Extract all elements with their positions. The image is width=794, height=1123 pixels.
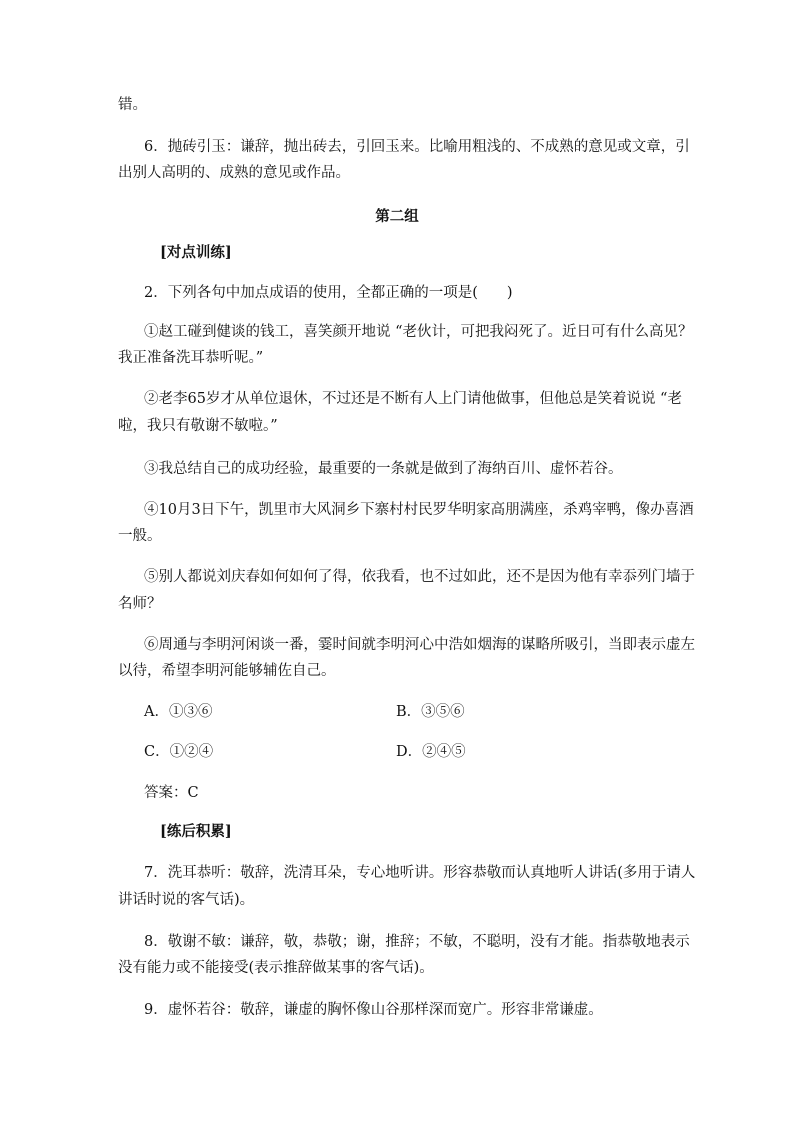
option-d: D．②④⑤ — [396, 744, 466, 760]
sentence-5-line-2: 名师？ — [118, 596, 162, 612]
sentence-2-line-1: ②老李65岁才从单位退休，不过还是不断有人上门请他做事，但他总是笑着说说 “老 — [144, 391, 682, 407]
idiom-7-line-1: 7．洗耳恭听：敬辞，洗清耳朵，专心地听讲。形容恭敬而认真地听人讲话(多用于请人 — [144, 865, 696, 881]
idiom-9-line-1: 9．虚怀若谷：敬辞，谦虚的胸怀像山谷那样深而宽广。形容非常谦虚。 — [144, 1002, 603, 1018]
training-label: [对点训练] — [160, 244, 232, 261]
question-stem: 2．下列各句中加点成语的使用，全都正确的一项是( ) — [144, 285, 513, 301]
idiom-7-line-2: 讲话时说的客气话)。 — [118, 892, 255, 908]
idiom-8-line-2: 没有能力或不能接受(表示推辞做某事的客气话)。 — [118, 960, 434, 976]
sentence-6-line-1: ⑥周通与李明河闲谈一番，霎时间就李明河心中浩如烟海的谋略所吸引，当即表示虚左 — [144, 637, 695, 653]
group-title: 第二组 — [375, 208, 419, 225]
practice-label: [练后积累] — [160, 823, 232, 840]
sentence-5-line-1: ⑤别人都说刘庆春如何如何了得，依我看，也不过如此，还不是因为他有幸忝列门墙于 — [144, 569, 695, 585]
sentence-3-line-1: ③我总结自己的成功经验，最重要的一条就是做到了海纳百川、虚怀若谷。 — [144, 461, 623, 477]
sentence-4-line-2: 一般。 — [118, 528, 162, 544]
option-a: A．①③⑥ — [144, 704, 213, 720]
idiom-6-line-1: 6．抛砖引玉：谦辞，抛出砖去，引回玉来。比喻用粗浅的、不成熟的意见或文章，引 — [144, 139, 690, 155]
option-c: C．①②④ — [144, 744, 214, 760]
previous-text-tail: 错。 — [118, 97, 147, 113]
idiom-8-line-1: 8．敬谢不敏：谦辞，敬，恭敬；谢，推辞；不敏，不聪明，没有才能。指恭敬地表示 — [144, 934, 690, 950]
idiom-6-line-2: 出别人高明的、成熟的意见或作品。 — [118, 165, 350, 181]
answer-line: 答案：C — [144, 785, 199, 801]
sentence-6-line-2: 以待，希望李明河能够辅佐自己。 — [118, 663, 336, 679]
option-b: B．③⑤⑥ — [396, 704, 465, 720]
sentence-1-line-1: ①赵工碰到健谈的钱工，喜笑颜开地说 “老伙计，可把我闷死了。近日可有什么高见？ — [144, 324, 693, 340]
sentence-4-line-1: ④10月3日下午，凯里市大风洞乡下寨村村民罗华明家高朋满座，杀鸡宰鸭，像办喜酒 — [144, 502, 694, 518]
sentence-2-line-2: 啦，我只有敬谢不敏啦。” — [118, 418, 278, 434]
sentence-1-line-2: 我正准备洗耳恭听呢。” — [118, 350, 264, 366]
